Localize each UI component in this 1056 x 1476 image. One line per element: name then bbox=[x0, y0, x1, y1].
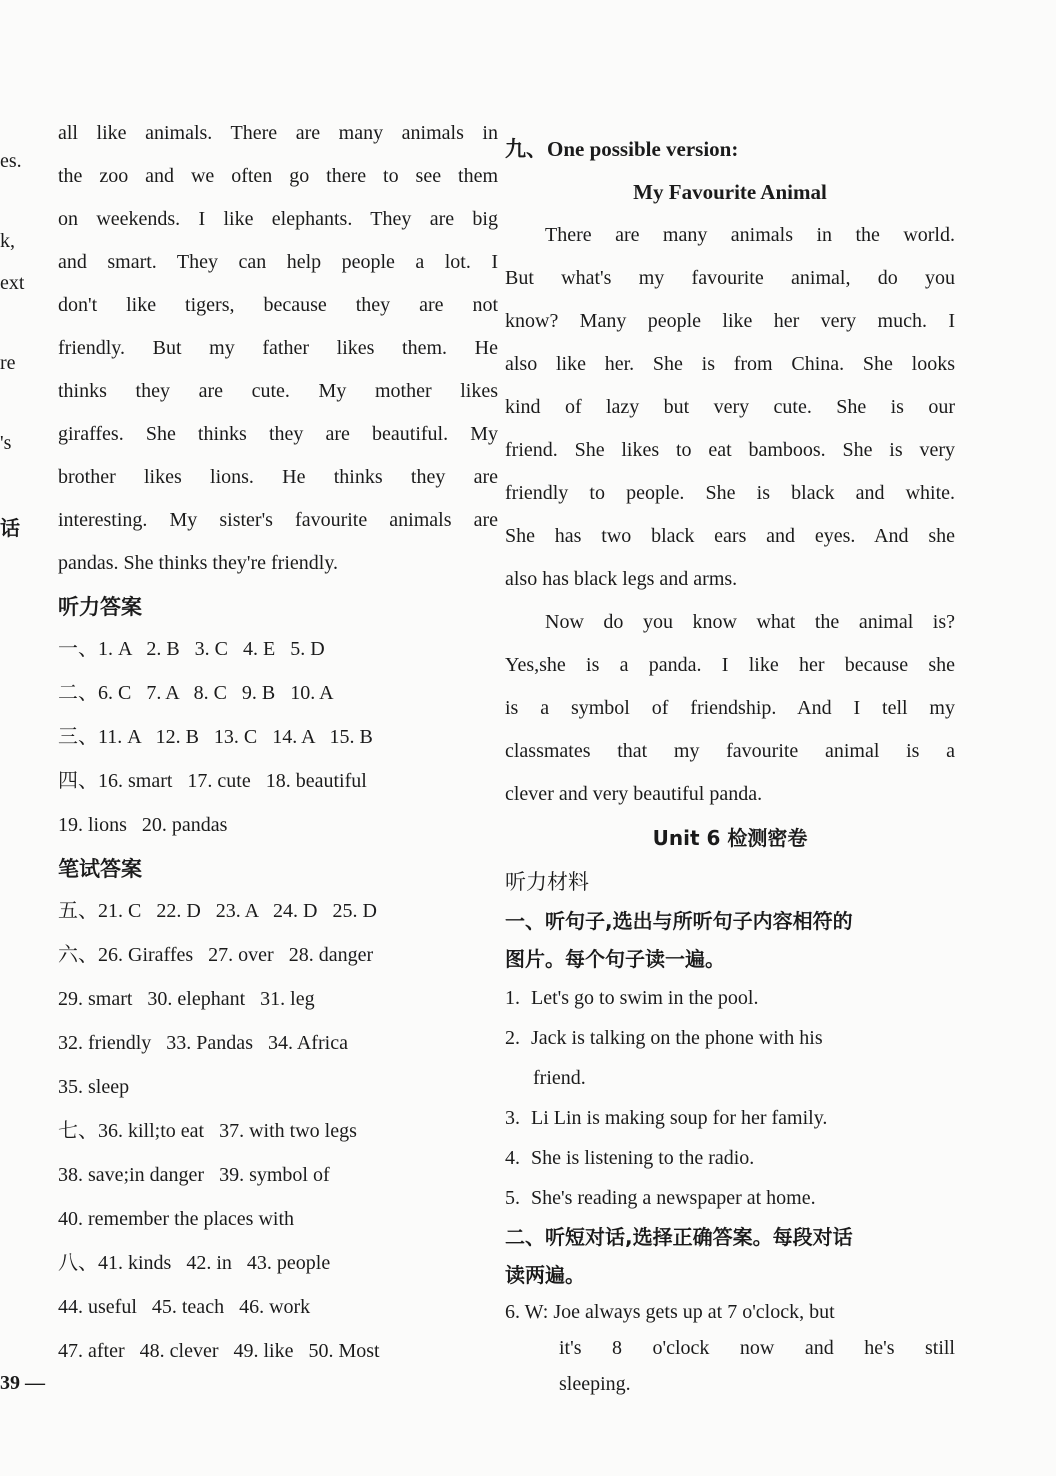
dialog-text-continued: it's 8 o'clock now and he's still bbox=[559, 1337, 955, 1359]
list-item bbox=[505, 1138, 955, 1178]
instruction-line: 图片。每个句子读一遍。 bbox=[505, 947, 725, 971]
item-number: 2. bbox=[505, 1027, 520, 1049]
dialog-text-continued: sleeping. bbox=[559, 1373, 631, 1395]
essay-line: is a symbol of friendship. And I tell my bbox=[505, 697, 955, 719]
answer-line: 29. smart 30. elephant 31. leg bbox=[58, 988, 315, 1010]
essay-line: know? Many people like her very much. I bbox=[505, 310, 955, 332]
answer-line: 七、36. kill;to eat 37. with two legs bbox=[58, 1120, 357, 1142]
page-number: 39 — bbox=[0, 1372, 45, 1394]
item-text-continued: friend. bbox=[533, 1067, 586, 1089]
item-number: 6. bbox=[505, 1301, 520, 1323]
edge-fragment: 话 bbox=[0, 516, 20, 540]
essay-title: My Favourite Animal bbox=[633, 180, 827, 204]
essay-line: the zoo and we often go there to see them bbox=[58, 165, 498, 187]
written-answers-heading: 笔试答案 bbox=[58, 857, 142, 881]
previous-page-edge bbox=[0, 0, 24, 1476]
unit-title: Unit 6 检测密卷 bbox=[652, 826, 808, 850]
essay-line: all like animals. There are many animals in bbox=[58, 122, 498, 144]
essay-line: clever and very beautiful panda. bbox=[505, 783, 763, 805]
edge-fragment: k, bbox=[0, 230, 15, 252]
right-column bbox=[505, 128, 955, 1402]
listening-answers-heading: 听力答案 bbox=[58, 595, 142, 619]
list-item bbox=[505, 1018, 955, 1098]
version-label: 九、One possible version: bbox=[505, 137, 739, 161]
item-number: 4. bbox=[505, 1147, 520, 1169]
answer-line: 35. sleep bbox=[58, 1076, 130, 1098]
edge-fragment: re bbox=[0, 352, 16, 374]
item-text: She is listening to the radio. bbox=[531, 1147, 755, 1169]
essay-line: kind of lazy but very cute. She is our bbox=[505, 396, 955, 418]
list-item bbox=[505, 1178, 955, 1218]
sentence-list bbox=[505, 978, 955, 1218]
part1-instruction bbox=[505, 902, 955, 978]
essay-line: brother likes lions. He thinks they are bbox=[58, 466, 498, 488]
left-column bbox=[58, 112, 498, 1373]
item-text: Li Lin is making soup for her family. bbox=[531, 1107, 828, 1129]
item-number: 5. bbox=[505, 1187, 520, 1209]
edge-fragment: es. bbox=[0, 150, 22, 172]
answer-line: 40. remember the places with bbox=[58, 1208, 295, 1230]
essay-line: on weekends. I like elephants. They are big bbox=[58, 208, 498, 230]
essay-line: thinks they are cute. My mother likes bbox=[58, 380, 498, 402]
written-answers bbox=[58, 889, 498, 1373]
essay-line: pandas. She thinks they're friendly. bbox=[58, 552, 339, 574]
answer-line: 47. after 48. clever 49. like 50. Most bbox=[58, 1340, 380, 1362]
answer-line: 四、16. smart 17. cute 18. beautiful bbox=[58, 770, 367, 792]
answer-line: 八、41. kinds 42. in 43. people bbox=[58, 1252, 331, 1274]
answer-line: 一、1. A 2. B 3. C 4. E 5. D bbox=[58, 638, 325, 660]
essay-paragraph-2 bbox=[505, 601, 955, 816]
speaker-label: W: bbox=[524, 1301, 549, 1323]
listening-answers bbox=[58, 627, 498, 847]
dialog-text: Joe always gets up at 7 o'clock, but bbox=[553, 1301, 835, 1323]
essay-line: friendly. But my father likes them. He bbox=[58, 337, 498, 359]
item-number: 3. bbox=[505, 1107, 520, 1129]
answer-line: 二、6. C 7. A 8. C 9. B 10. A bbox=[58, 682, 334, 704]
list-item bbox=[505, 1098, 955, 1138]
part2-instruction bbox=[505, 1218, 955, 1294]
answer-line: 38. save;in danger 39. symbol of bbox=[58, 1164, 330, 1186]
dialog-item bbox=[505, 1294, 955, 1402]
answer-line: 五、21. C 22. D 23. A 24. D 25. D bbox=[58, 900, 377, 922]
answer-line: 32. friendly 33. Pandas 34. Africa bbox=[58, 1032, 348, 1054]
essay-line: friendly to people. She is black and white. bbox=[505, 482, 955, 504]
essay-continuation bbox=[58, 112, 498, 585]
answer-line: 19. lions 20. pandas bbox=[58, 814, 228, 836]
essay-line: also has black legs and arms. bbox=[505, 568, 738, 590]
list-item bbox=[505, 978, 955, 1018]
essay-line: giraffes. She thinks they are beautiful. My bbox=[58, 423, 498, 445]
essay-line: and smart. They can help people a lot. I bbox=[58, 251, 498, 273]
answer-line: 三、11. A 12. B 13. C 14. A 15. B bbox=[58, 726, 373, 748]
item-text: Let's go to swim in the pool. bbox=[531, 987, 759, 1009]
essay-line: She has two black ears and eyes. And she bbox=[505, 525, 955, 547]
item-text: Jack is talking on the phone with his bbox=[531, 1027, 823, 1049]
essay-line: Now do you know what the animal is? bbox=[545, 611, 955, 633]
instruction-line: 读两遍。 bbox=[505, 1263, 585, 1287]
essay-line: classmates that my favourite animal is a bbox=[505, 740, 955, 762]
instruction-line: 二、听短对话,选择正确答案。每段对话 bbox=[505, 1225, 853, 1249]
essay-line: also like her. She is from China. She looks bbox=[505, 353, 955, 375]
item-number: 1. bbox=[505, 987, 520, 1009]
essay-paragraph-1 bbox=[505, 214, 955, 601]
essay-line: friend. She likes to eat bamboos. She is very bbox=[505, 439, 955, 461]
essay-line: But what's my favourite animal, do you bbox=[505, 267, 955, 289]
instruction-line: 一、听句子,选出与所听句子内容相符的 bbox=[505, 909, 853, 933]
edge-fragment: ext bbox=[0, 272, 25, 294]
answer-line: 44. useful 45. teach 46. work bbox=[58, 1296, 311, 1318]
edge-fragment: 's bbox=[0, 432, 12, 454]
essay-line: There are many animals in the world. bbox=[545, 224, 955, 246]
essay-line: Yes,she is a panda. I like her because she bbox=[505, 654, 955, 676]
answer-line: 六、26. Giraffes 27. over 28. danger bbox=[58, 944, 374, 966]
listening-material-heading: 听力材料 bbox=[505, 870, 589, 894]
item-text: She's reading a newspaper at home. bbox=[531, 1187, 816, 1209]
essay-line: interesting. My sister's favourite animals are bbox=[58, 509, 498, 531]
essay-line: don't like tigers, because they are not bbox=[58, 294, 498, 316]
